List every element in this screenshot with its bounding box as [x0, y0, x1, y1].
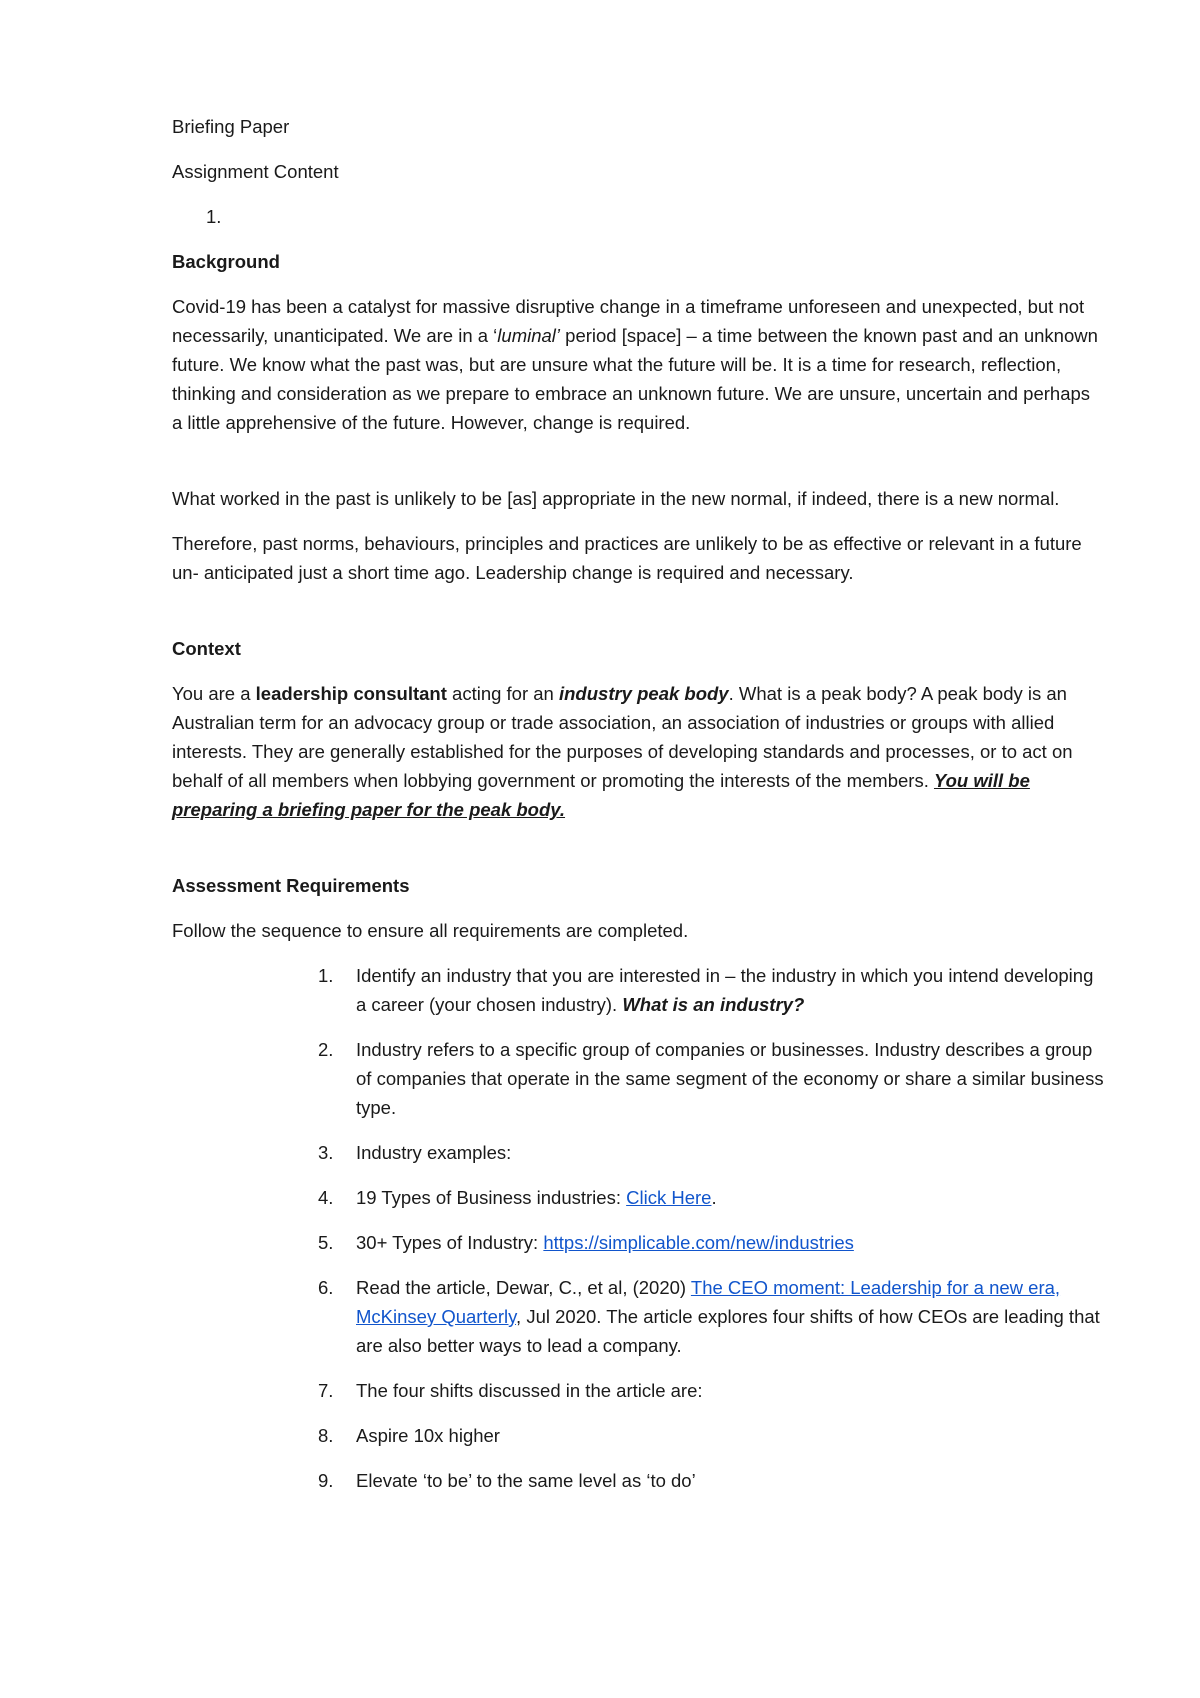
background-paragraph-2: What worked in the past is unlikely to be [as] appropriate in the new normal, if indeed, there is a new normal.	[172, 488, 1060, 509]
context-heading: Context	[172, 638, 241, 659]
requirements-list	[172, 961, 1104, 1495]
click-here-link[interactable]: Click Here	[626, 1187, 712, 1208]
background-paragraph-1: Covid-19 has been a catalyst for massive disruptive change in a timeframe unforeseen and unexpected, but not necessarily, unanticipated. We are in a ‘luminal’ period [space] – a time between the known past and an unknown future. We know what the past was, but are unsure what the future will be. It is a time for research, reflection, thinking and consideration as we prepare to embrace an unknown future. We are unsure, uncertain and perhaps a little apprehensive of the future. However, change is required.	[172, 296, 1098, 433]
document-subtitle: Assignment Content	[172, 161, 339, 182]
list-item: 9. Elevate ‘to be’ to the same level as ‘to do’	[318, 1470, 696, 1491]
assessment-intro: Follow the sequence to ensure all requirements are completed.	[172, 920, 689, 941]
list-item: 5. 30+ Types of Industry: https://simplicable.com/new/industries	[318, 1232, 854, 1253]
list-item: 2. Industry refers to a specific group of companies or businesses. Industry describes a group of companies that operate in the same segment of the economy or share a similar business type.	[318, 1039, 1104, 1118]
list-item: 3. Industry examples:	[318, 1142, 512, 1163]
assessment-heading: Assessment Requirements	[172, 875, 410, 896]
ceo-moment-article-link[interactable]: The CEO moment: Leadership for a new era, McKinsey Quarterly	[356, 1277, 1061, 1327]
background-paragraph-3: Therefore, past norms, behaviours, principles and practices are unlikely to be as effective or relevant in a future un- anticipated just a short time ago. Leadership change is required and necessary.	[172, 533, 1082, 583]
document-title: Briefing Paper	[172, 116, 290, 137]
simplicable-industries-link[interactable]: https://simplicable.com/new/industries	[543, 1232, 854, 1253]
list-item: 8. Aspire 10x higher	[318, 1425, 500, 1446]
list-item: 1. Identify an industry that you are interested in – the industry in which you intend developing a career (your chosen industry). What is an industry?	[318, 965, 1094, 1015]
list-item: 7. The four shifts discussed in the article are:	[318, 1380, 703, 1401]
list-item: 6. Read the article, Dewar, C., et al, (2020) The CEO moment: Leadership for a new era, McKinsey Quarterly, Jul 2020. The article explores four shifts of how CEOs are leading that are also better ways to lead a company.	[318, 1277, 1100, 1356]
section-number: 1.	[206, 206, 222, 227]
list-item: 4. 19 Types of Business industries: Click Here.	[318, 1187, 717, 1208]
context-paragraph: You are a leadership consultant acting for an industry peak body. What is a peak body? A peak body is an Australian term for an advocacy group or trade association, an association of industries or groups with allied interests. They are generally established for the purposes of developing standards and processes, or to act on behalf of all members when lobbying government or promoting the interests of the members. You will be preparing a briefing paper for the peak body.	[172, 683, 1073, 820]
background-heading: Background	[172, 251, 280, 272]
